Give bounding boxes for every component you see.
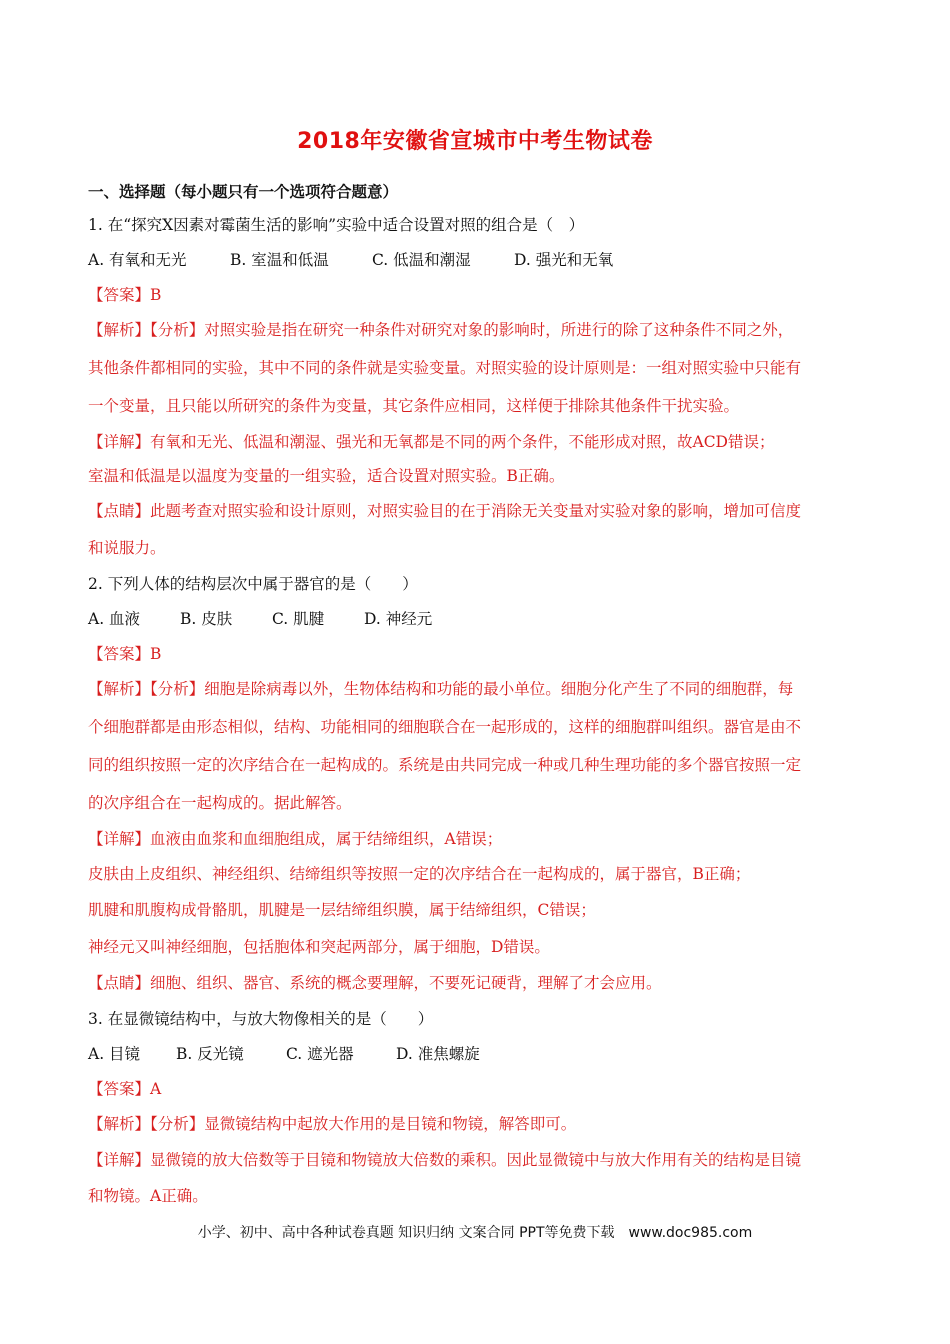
detail-1-line: 【详解】有氧和无光、低温和潮湿、强光和无氧都是不同的两个条件，不能形成对照，故ACD错误； bbox=[88, 433, 775, 451]
detail-3-line: 和物镜。A正确。 bbox=[88, 1187, 208, 1205]
question-3-stem: 3. 在显微镜结构中，与放大物像相关的是（ ） bbox=[88, 1010, 434, 1028]
analysis-1-line: 其他条件都相同的实验，其中不同的条件就是实验变量。对照实验的设计原则是：一组对照实验中只能有 bbox=[88, 359, 802, 377]
page-title: 2018年安徽省宣城市中考生物试卷 bbox=[297, 129, 653, 154]
option-b: B. 皮肤 bbox=[180, 610, 233, 628]
question-2-stem: 2. 下列人体的结构层次中属于器官的是（ ） bbox=[88, 575, 418, 593]
comment-2-line: 【点睛】细胞、组织、器官、系统的概念要理解，不要死记硬背，理解了才会应用。 bbox=[88, 974, 662, 992]
option-a: A. 有氧和无光 bbox=[88, 251, 187, 269]
option-d: D. 神经元 bbox=[364, 610, 433, 628]
option-d: D. 强光和无氧 bbox=[514, 251, 614, 269]
option-a: A. 目镜 bbox=[88, 1045, 141, 1063]
detail-1-line: 室温和低温是以温度为变量的一组实验，适合设置对照实验。B正确。 bbox=[88, 467, 565, 485]
analysis-1-line: 一个变量，且只能以所研究的条件为变量，其它条件应相同，这样便于排除其他条件干扰实验。 bbox=[88, 397, 740, 415]
analysis-2-line: 的次序组合在一起构成的。据此解答。 bbox=[88, 794, 352, 812]
detail-2-line: 【详解】血液由血浆和血细胞组成，属于结缔组织，A错误； bbox=[88, 830, 503, 848]
option-c: C. 低温和潮湿 bbox=[372, 251, 471, 269]
analysis-2-line: 同的组织按照一定的次序结合在一起构成的。系统是由共同完成一种或几种生理功能的多个器官按照一定 bbox=[88, 756, 802, 774]
analysis-2-line: 【解析】【分析】细胞是除病毒以外，生物体结构和功能的最小单位。细胞分化产生了不同的细胞群，每 bbox=[88, 680, 794, 698]
option-c: C. 肌腱 bbox=[272, 610, 325, 628]
option-d: D. 准焦螺旋 bbox=[396, 1045, 480, 1063]
option-c: C. 遮光器 bbox=[286, 1045, 354, 1063]
section-heading: 一、选择题（每小题只有一个选项符合题意） bbox=[88, 183, 399, 201]
comment-1-line: 【点睛】此题考查对照实验和设计原则，对照实验目的在于消除无关变量对实验对象的影响，增加可信度 bbox=[88, 502, 802, 520]
detail-2-line: 肌腱和肌腹构成骨骼肌，肌腱是一层结缔组织膜，属于结缔组织，C错误； bbox=[88, 901, 596, 919]
question-3-options bbox=[88, 1044, 878, 1064]
answer-1: 【答案】B bbox=[88, 286, 162, 304]
footer-text: 小学、初中、高中各种试卷真题 知识归纳 文案合同 PPT等免费下载 www.doc985.com bbox=[197, 1225, 753, 1241]
question-2-options bbox=[88, 609, 878, 629]
answer-2: 【答案】B bbox=[88, 645, 162, 663]
question-1-stem: 1. 在“探究X因素对霉菌生活的影响”实验中适合设置对照的组合是（ ） bbox=[88, 216, 585, 234]
option-b: B. 反光镜 bbox=[176, 1045, 244, 1063]
analysis-3-line: 【解析】【分析】显微镜结构中起放大作用的是目镜和物镜，解答即可。 bbox=[88, 1115, 577, 1133]
option-b: B. 室温和低温 bbox=[230, 251, 329, 269]
answer-3: 【答案】A bbox=[88, 1080, 162, 1098]
question-1-options bbox=[88, 250, 878, 270]
detail-2-line: 皮肤由上皮组织、神经组织、结缔组织等按照一定的次序结合在一起构成的，属于器官，B正确； bbox=[88, 865, 751, 883]
option-a: A. 血液 bbox=[88, 610, 141, 628]
detail-3-line: 【详解】显微镜的放大倍数等于目镜和物镜放大倍数的乘积。因此显微镜中与放大作用有关的结构是目镜 bbox=[88, 1151, 802, 1169]
comment-1-line: 和说服力。 bbox=[88, 539, 166, 557]
analysis-2-line: 个细胞群都是由形态相似，结构、功能相同的细胞联合在一起形成的，这样的细胞群叫组织。器官是由不 bbox=[88, 718, 802, 736]
detail-2-line: 神经元又叫神经细胞，包括胞体和突起两部分，属于细胞，D错误。 bbox=[88, 938, 550, 956]
analysis-1-line: 【解析】【分析】对照实验是指在研究一种条件对研究对象的影响时，所进行的除了这种条件不同之外， bbox=[88, 321, 794, 339]
